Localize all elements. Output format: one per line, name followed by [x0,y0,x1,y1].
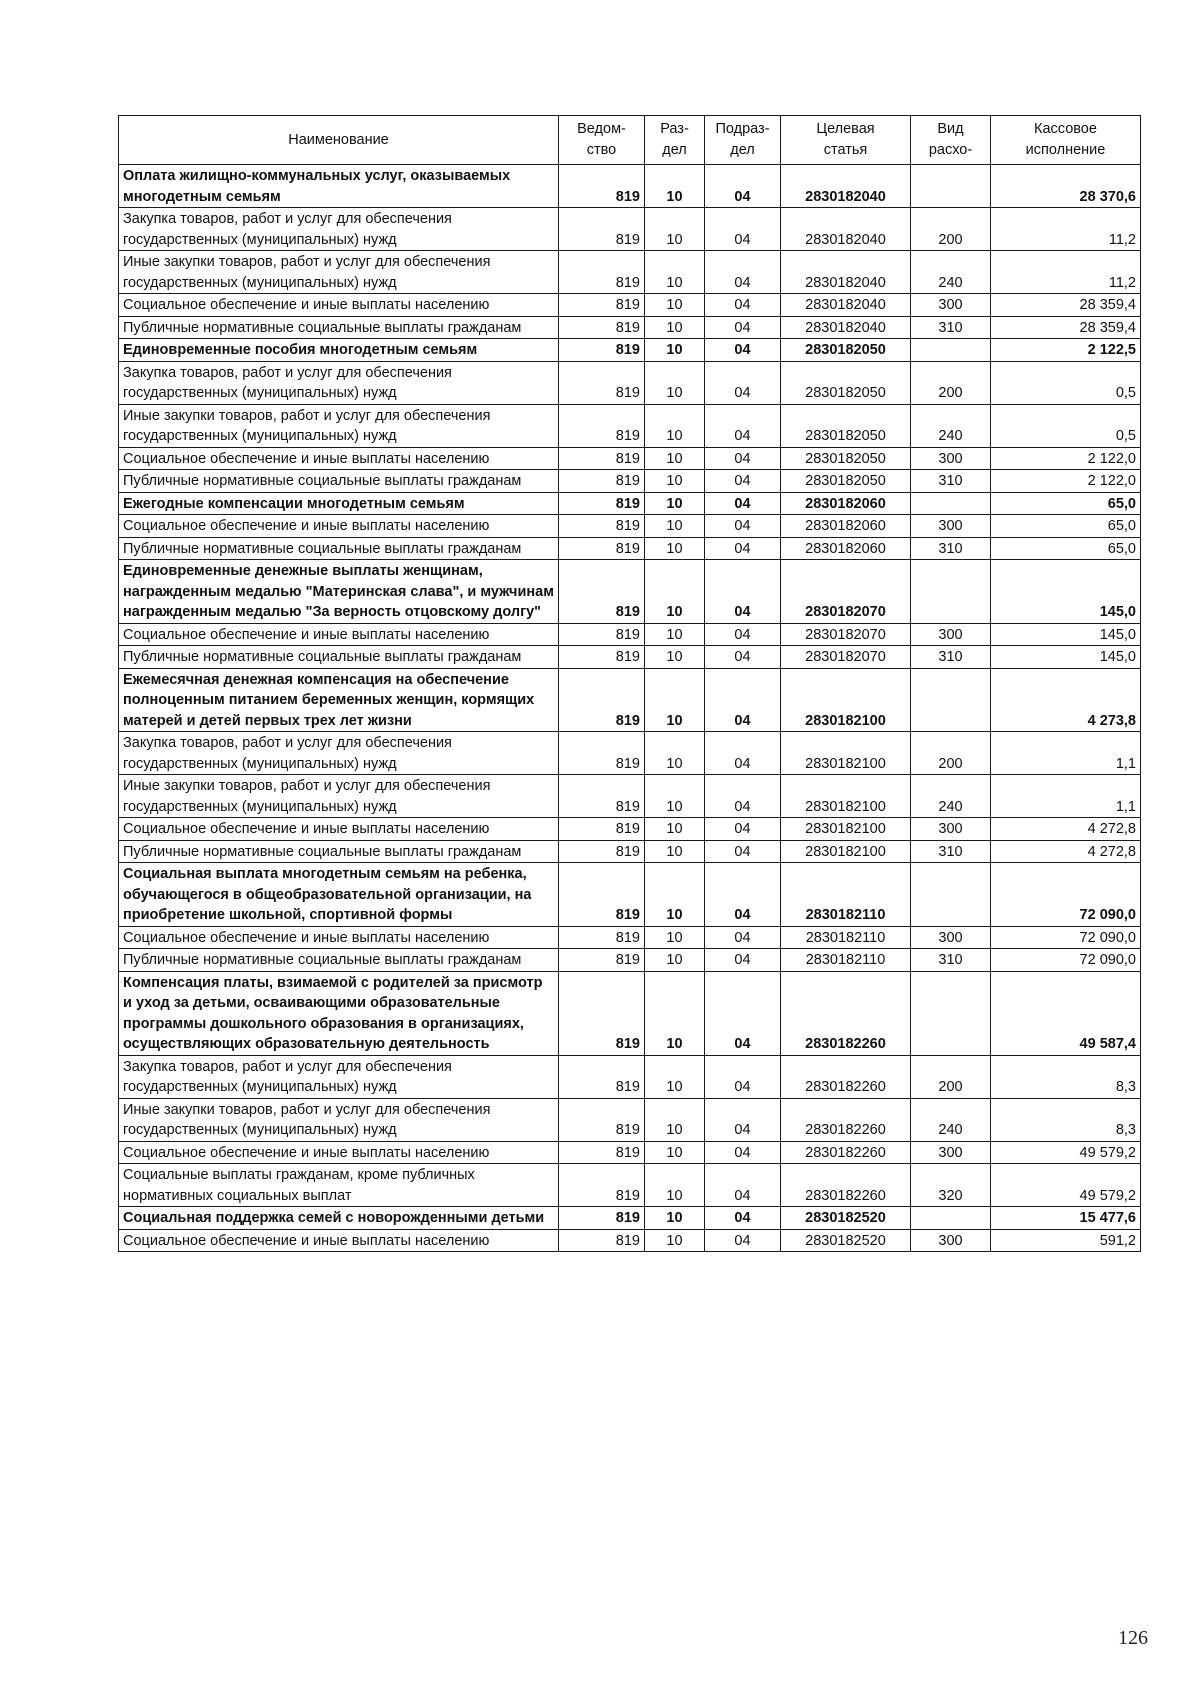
header-section: Раз- дел [645,116,705,165]
cell-section: 10 [645,251,705,294]
table-row [119,294,1141,317]
cell-dept: 819 [559,1055,645,1098]
table-row [119,949,1141,972]
cell-target: 2830182060 [781,515,911,538]
cell-amount: 145,0 [991,560,1141,624]
cell-target: 2830182040 [781,251,911,294]
cell-amount: 15 477,6 [991,1207,1141,1230]
cell-subsection: 04 [705,949,781,972]
header-subsection: Подраз- дел [705,116,781,165]
cell-section: 10 [645,447,705,470]
cell-expense-type: 240 [911,404,991,447]
cell-subsection: 04 [705,646,781,669]
cell-name: Закупка товаров, работ и услуг для обеспечения государственных (муниципальных) нужд [119,1055,559,1098]
cell-amount: 72 090,0 [991,926,1141,949]
cell-amount: 28 370,6 [991,165,1141,208]
cell-subsection: 04 [705,732,781,775]
cell-expense-type [911,668,991,732]
cell-subsection: 04 [705,1164,781,1207]
cell-section: 10 [645,818,705,841]
cell-expense-type: 300 [911,623,991,646]
cell-name: Иные закупки товаров, работ и услуг для обеспечения государственных (муниципальных) нужд [119,1098,559,1141]
cell-subsection: 04 [705,623,781,646]
cell-subsection: 04 [705,361,781,404]
cell-expense-type: 200 [911,361,991,404]
cell-section: 10 [645,1164,705,1207]
cell-dept: 819 [559,251,645,294]
cell-expense-type: 320 [911,1164,991,1207]
cell-target: 2830182050 [781,447,911,470]
table-row-total [119,165,1141,208]
cell-dept: 819 [559,560,645,624]
cell-amount: 2 122,0 [991,470,1141,493]
table-row-total [119,560,1141,624]
cell-subsection: 04 [705,818,781,841]
cell-expense-type: 240 [911,775,991,818]
cell-amount: 72 090,0 [991,863,1141,927]
cell-dept: 819 [559,1229,645,1252]
cell-dept: 819 [559,208,645,251]
cell-name: Социальное обеспечение и иные выплаты населению [119,926,559,949]
cell-name: Социальное обеспечение и иные выплаты населению [119,1229,559,1252]
cell-name: Оплата жилищно-коммунальных услуг, оказываемых многодетным семьям [119,165,559,208]
cell-target: 2830182040 [781,294,911,317]
cell-expense-type [911,492,991,515]
cell-section: 10 [645,294,705,317]
table-row-total [119,492,1141,515]
cell-dept: 819 [559,840,645,863]
cell-name: Единовременные пособия многодетным семьям [119,339,559,362]
cell-target: 2830182260 [781,1055,911,1098]
cell-name: Публичные нормативные социальные выплаты гражданам [119,470,559,493]
cell-subsection: 04 [705,404,781,447]
header-target: Целевая статья [781,116,911,165]
cell-name: Ежемесячная денежная компенсация на обеспечение полноценным питанием беременных женщин, кормящих матерей и детей первых трех лет жизни [119,668,559,732]
cell-amount: 591,2 [991,1229,1141,1252]
table-row [119,1055,1141,1098]
cell-target: 2830182100 [781,818,911,841]
header-amount: Кассовое исполнение [991,116,1141,165]
cell-section: 10 [645,926,705,949]
table-row-total [119,863,1141,927]
cell-dept: 819 [559,1141,645,1164]
cell-subsection: 04 [705,251,781,294]
cell-section: 10 [645,949,705,972]
cell-amount: 8,3 [991,1055,1141,1098]
cell-target: 2830182110 [781,949,911,972]
table-row [119,646,1141,669]
table-row [119,404,1141,447]
cell-subsection: 04 [705,775,781,818]
cell-expense-type: 300 [911,294,991,317]
cell-subsection: 04 [705,339,781,362]
cell-amount: 4 273,8 [991,668,1141,732]
cell-amount: 49 587,4 [991,971,1141,1055]
cell-target: 2830182050 [781,404,911,447]
cell-section: 10 [645,1098,705,1141]
cell-dept: 819 [559,668,645,732]
cell-target: 2830182100 [781,840,911,863]
cell-amount: 8,3 [991,1098,1141,1141]
cell-amount: 65,0 [991,515,1141,538]
table-row [119,1229,1141,1252]
cell-section: 10 [645,470,705,493]
cell-dept: 819 [559,361,645,404]
cell-amount: 49 579,2 [991,1164,1141,1207]
cell-name: Публичные нормативные социальные выплаты гражданам [119,537,559,560]
table-row-total [119,1207,1141,1230]
cell-dept: 819 [559,926,645,949]
table-row [119,515,1141,538]
cell-name: Социальное обеспечение и иные выплаты населению [119,623,559,646]
cell-section: 10 [645,560,705,624]
cell-target: 2830182050 [781,339,911,362]
cell-section: 10 [645,404,705,447]
cell-dept: 819 [559,646,645,669]
cell-amount: 65,0 [991,492,1141,515]
cell-name: Иные закупки товаров, работ и услуг для обеспечения государственных (муниципальных) нужд [119,775,559,818]
cell-expense-type [911,1207,991,1230]
table-row [119,840,1141,863]
cell-dept: 819 [559,1207,645,1230]
table-row [119,623,1141,646]
cell-section: 10 [645,623,705,646]
table-row [119,818,1141,841]
cell-expense-type: 200 [911,1055,991,1098]
cell-dept: 819 [559,818,645,841]
cell-expense-type: 310 [911,840,991,863]
cell-subsection: 04 [705,294,781,317]
cell-dept: 819 [559,404,645,447]
cell-target: 2830182520 [781,1207,911,1230]
budget-table [118,115,1141,1252]
table-row [119,447,1141,470]
table-row-total [119,971,1141,1055]
cell-target: 2830182070 [781,646,911,669]
cell-name: Иные закупки товаров, работ и услуг для обеспечения государственных (муниципальных) нужд [119,251,559,294]
cell-subsection: 04 [705,316,781,339]
cell-expense-type [911,339,991,362]
cell-amount: 65,0 [991,537,1141,560]
cell-expense-type [911,165,991,208]
cell-expense-type: 200 [911,208,991,251]
cell-section: 10 [645,492,705,515]
cell-expense-type: 300 [911,818,991,841]
cell-subsection: 04 [705,863,781,927]
cell-amount: 4 272,8 [991,840,1141,863]
cell-target: 2830182050 [781,470,911,493]
cell-target: 2830182070 [781,560,911,624]
cell-expense-type: 300 [911,926,991,949]
cell-name: Социальные выплаты гражданам, кроме публичных нормативных социальных выплат [119,1164,559,1207]
cell-section: 10 [645,361,705,404]
page-number: 126 [1118,1627,1148,1649]
cell-name: Компенсация платы, взимаемой с родителей за присмотр и уход за детьми, осваивающими образовательные программы дошкольного образования в организациях, осуществляющих образовательную деятельность [119,971,559,1055]
cell-section: 10 [645,515,705,538]
cell-dept: 819 [559,775,645,818]
cell-dept: 819 [559,623,645,646]
table-body [119,165,1141,1252]
table-row [119,1164,1141,1207]
cell-amount: 1,1 [991,775,1141,818]
cell-name: Закупка товаров, работ и услуг для обеспечения государственных (муниципальных) нужд [119,208,559,251]
cell-subsection: 04 [705,1229,781,1252]
cell-name: Социальная выплата многодетным семьям на ребенка, обучающегося в общеобразовательной организации, на приобретение школьной, спортивной формы [119,863,559,927]
cell-target: 2830182100 [781,775,911,818]
cell-amount: 0,5 [991,404,1141,447]
cell-target: 2830182100 [781,668,911,732]
cell-amount: 145,0 [991,646,1141,669]
cell-subsection: 04 [705,560,781,624]
cell-subsection: 04 [705,165,781,208]
cell-expense-type: 310 [911,646,991,669]
cell-amount: 11,2 [991,208,1141,251]
cell-amount: 0,5 [991,361,1141,404]
cell-target: 2830182070 [781,623,911,646]
cell-target: 2830182260 [781,1164,911,1207]
cell-expense-type: 310 [911,316,991,339]
cell-target: 2830182050 [781,361,911,404]
cell-subsection: 04 [705,668,781,732]
cell-target: 2830182040 [781,208,911,251]
cell-target: 2830182260 [781,971,911,1055]
cell-dept: 819 [559,971,645,1055]
cell-expense-type: 300 [911,1141,991,1164]
cell-target: 2830182040 [781,316,911,339]
cell-section: 10 [645,840,705,863]
header-name: Наименование [119,116,559,165]
cell-expense-type [911,863,991,927]
cell-subsection: 04 [705,537,781,560]
cell-expense-type: 240 [911,251,991,294]
cell-target: 2830182520 [781,1229,911,1252]
cell-expense-type: 310 [911,537,991,560]
cell-expense-type: 310 [911,470,991,493]
cell-name: Публичные нормативные социальные выплаты гражданам [119,646,559,669]
cell-name: Закупка товаров, работ и услуг для обеспечения государственных (муниципальных) нужд [119,361,559,404]
cell-section: 10 [645,537,705,560]
cell-expense-type [911,560,991,624]
cell-amount: 72 090,0 [991,949,1141,972]
cell-expense-type: 200 [911,732,991,775]
table-row [119,316,1141,339]
table-row [119,926,1141,949]
cell-section: 10 [645,208,705,251]
cell-section: 10 [645,1207,705,1230]
cell-name: Единовременные денежные выплаты женщинам, награжденным медалью "Материнская слава", и мужчинам награжденным медалью "За верность отцовскому долгу" [119,560,559,624]
cell-dept: 819 [559,339,645,362]
cell-name: Социальная поддержка семей с новорожденными детьми [119,1207,559,1230]
table-row-total [119,668,1141,732]
cell-target: 2830182260 [781,1141,911,1164]
table-row [119,775,1141,818]
cell-subsection: 04 [705,515,781,538]
cell-dept: 819 [559,447,645,470]
cell-name: Иные закупки товаров, работ и услуг для обеспечения государственных (муниципальных) нужд [119,404,559,447]
cell-dept: 819 [559,492,645,515]
cell-section: 10 [645,732,705,775]
table-row [119,1141,1141,1164]
cell-section: 10 [645,971,705,1055]
cell-subsection: 04 [705,208,781,251]
cell-section: 10 [645,863,705,927]
table-row-total [119,339,1141,362]
cell-dept: 819 [559,1164,645,1207]
cell-subsection: 04 [705,447,781,470]
cell-dept: 819 [559,470,645,493]
cell-expense-type [911,971,991,1055]
table-row [119,470,1141,493]
table-row [119,537,1141,560]
cell-target: 2830182100 [781,732,911,775]
cell-target: 2830182060 [781,492,911,515]
cell-subsection: 04 [705,1098,781,1141]
cell-amount: 49 579,2 [991,1141,1141,1164]
cell-section: 10 [645,339,705,362]
table-row [119,251,1141,294]
cell-target: 2830182260 [781,1098,911,1141]
cell-subsection: 04 [705,1207,781,1230]
cell-subsection: 04 [705,1055,781,1098]
cell-expense-type: 240 [911,1098,991,1141]
cell-dept: 819 [559,294,645,317]
cell-amount: 145,0 [991,623,1141,646]
cell-target: 2830182040 [781,165,911,208]
table-row [119,361,1141,404]
cell-section: 10 [645,1055,705,1098]
cell-dept: 819 [559,863,645,927]
cell-dept: 819 [559,537,645,560]
table-row [119,208,1141,251]
cell-dept: 819 [559,165,645,208]
cell-section: 10 [645,775,705,818]
cell-name: Социальное обеспечение и иные выплаты населению [119,1141,559,1164]
cell-name: Публичные нормативные социальные выплаты гражданам [119,949,559,972]
cell-subsection: 04 [705,1141,781,1164]
cell-subsection: 04 [705,840,781,863]
cell-subsection: 04 [705,971,781,1055]
cell-target: 2830182060 [781,537,911,560]
cell-section: 10 [645,165,705,208]
cell-amount: 4 272,8 [991,818,1141,841]
cell-section: 10 [645,316,705,339]
cell-subsection: 04 [705,492,781,515]
cell-subsection: 04 [705,470,781,493]
cell-name: Социальное обеспечение и иные выплаты населению [119,447,559,470]
cell-amount: 1,1 [991,732,1141,775]
cell-dept: 819 [559,515,645,538]
cell-dept: 819 [559,949,645,972]
cell-amount: 28 359,4 [991,316,1141,339]
cell-section: 10 [645,646,705,669]
header-expense-type: Вид расхо- [911,116,991,165]
cell-section: 10 [645,668,705,732]
table-row [119,1098,1141,1141]
cell-dept: 819 [559,1098,645,1141]
cell-dept: 819 [559,732,645,775]
cell-section: 10 [645,1229,705,1252]
cell-expense-type: 310 [911,949,991,972]
cell-name: Публичные нормативные социальные выплаты гражданам [119,316,559,339]
cell-amount: 28 359,4 [991,294,1141,317]
cell-name: Социальное обеспечение и иные выплаты населению [119,818,559,841]
cell-name: Закупка товаров, работ и услуг для обеспечения государственных (муниципальных) нужд [119,732,559,775]
table-row [119,732,1141,775]
cell-section: 10 [645,1141,705,1164]
cell-name: Публичные нормативные социальные выплаты гражданам [119,840,559,863]
cell-name: Социальное обеспечение и иные выплаты населению [119,294,559,317]
cell-name: Ежегодные компенсации многодетным семьям [119,492,559,515]
cell-expense-type: 300 [911,1229,991,1252]
cell-target: 2830182110 [781,863,911,927]
cell-target: 2830182110 [781,926,911,949]
cell-dept: 819 [559,316,645,339]
cell-amount: 2 122,5 [991,339,1141,362]
cell-expense-type: 300 [911,447,991,470]
cell-name: Социальное обеспечение и иные выплаты населению [119,515,559,538]
table-header-row [119,116,1141,165]
header-dept: Ведом- ство [559,116,645,165]
cell-expense-type: 300 [911,515,991,538]
cell-subsection: 04 [705,926,781,949]
cell-amount: 11,2 [991,251,1141,294]
cell-amount: 2 122,0 [991,447,1141,470]
